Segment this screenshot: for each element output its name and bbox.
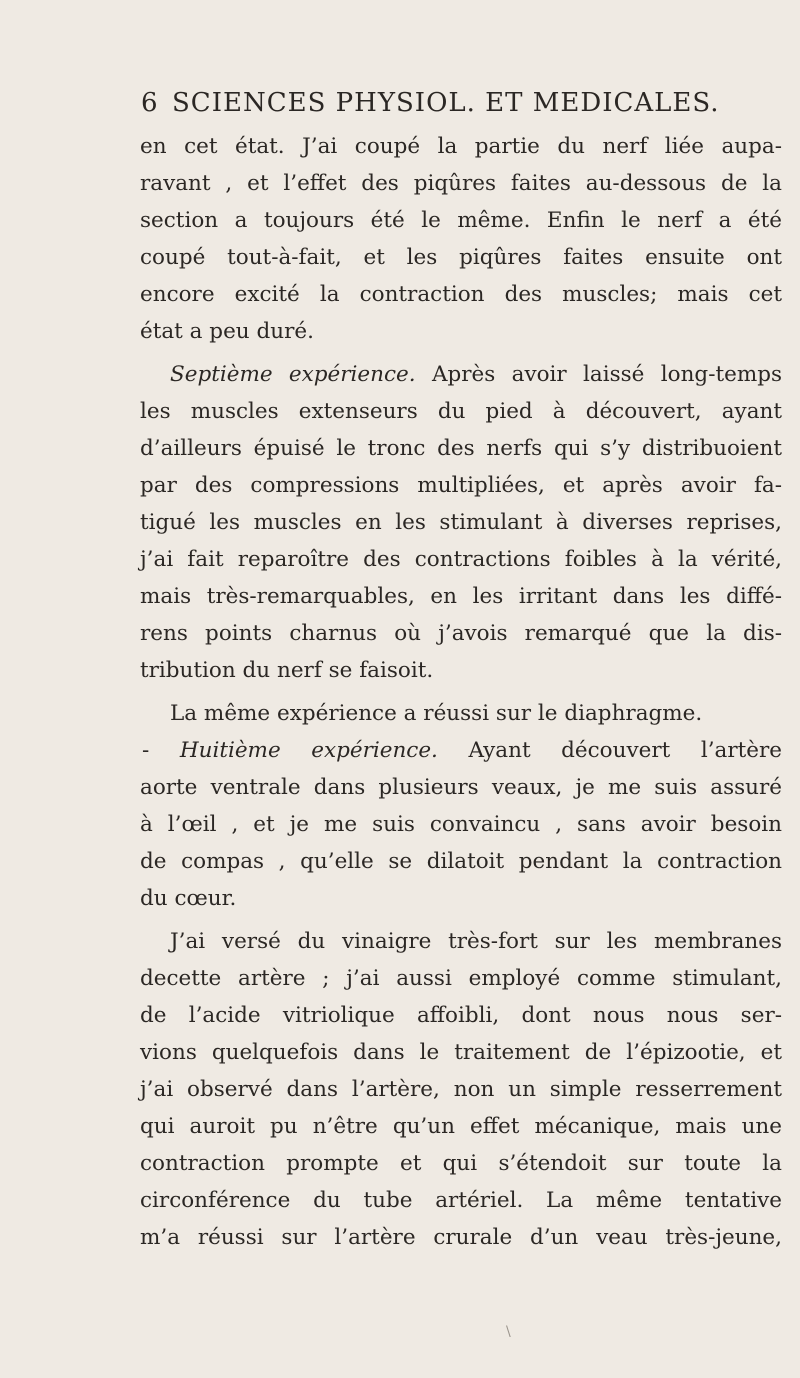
text-line: en cet état. J’ai coupé la partie du nerf liée aupa- — [140, 134, 782, 159]
text-run: - — [142, 738, 180, 763]
text-line: de l’acide vitriolique affoibli, dont nous nous ser- — [140, 1003, 782, 1028]
text-line: les muscles extenseurs du pied à découvert, ayant — [140, 399, 782, 424]
text-line: m’a réussi sur l’artère crurale d’un veau très-jeune, — [140, 1225, 782, 1250]
text-line: section a toujours été le même. Enfin le nerf a été — [140, 208, 782, 233]
text-line: d’ailleurs épuisé le tronc des nerfs qui s’y distribuoient — [140, 436, 782, 461]
text-line: contraction prompte et qui s’étendoit sur toute la — [140, 1151, 782, 1176]
text-line: mais très-remarquables, en les irritant dans les diffé- — [140, 584, 782, 609]
footer-mark: \ — [506, 1324, 511, 1340]
experiment-heading-line — [140, 732, 782, 769]
text-line: par des compressions multipliées, et après avoir fa- — [140, 473, 782, 498]
text-line: tribution du nerf se faisoit. — [140, 658, 434, 683]
text-line: de compas , qu’elle se dilatoit pendant la contraction — [140, 849, 782, 874]
text-line: j’ai fait reparoître des contractions foibles à la vérité, — [140, 547, 782, 572]
text-line: du cœur. — [140, 886, 237, 911]
text-line: La même expérience a réussi sur le diaphragme. — [170, 701, 703, 726]
text-line: j’ai observé dans l’artère, non un simple resserrement — [140, 1077, 782, 1102]
text-line: tigué les muscles en les stimulant à diverses reprises, — [140, 510, 782, 535]
text-line: qui auroit pu n’être qu’un effet mécanique, mais une — [140, 1114, 782, 1139]
text-line: decette artère ; j’ai aussi employé comme stimulant, — [140, 966, 782, 991]
text-line: coupé tout-à-fait, et les piqûres faites ensuite ont — [140, 245, 782, 270]
text-line: J’ai versé du vinaigre très-fort sur les membranes — [170, 929, 782, 954]
page-number: 6 — [141, 88, 159, 118]
text-line: ravant , et l’effet des piqûres faites au-dessous de la — [140, 171, 782, 196]
text-line: rens points charnus où j’avois remarqué que la dis- — [140, 621, 782, 646]
text-line: à l’œil , et je me suis convaincu , sans avoir besoin — [140, 812, 782, 837]
experiment-heading: Septième expérience. — [170, 362, 416, 387]
text-line: encore excité la contraction des muscles; mais cet — [140, 282, 782, 307]
text-line: aorte ventrale dans plusieurs veaux, je me suis assuré — [140, 775, 782, 800]
text-line: vions quelquefois dans le traitement de l’épizootie, et — [140, 1040, 782, 1065]
text-line: circonférence du tube artériel. La même tentative — [140, 1188, 782, 1213]
text-run: Ayant découvert l’artère — [437, 738, 782, 763]
body-text — [140, 128, 782, 1256]
experiment-heading: Huitième expérience. — [179, 738, 438, 763]
running-head: SCIENCES PHYSIOL. ET MEDICALES. — [172, 88, 720, 118]
text-line: état a peu duré. — [140, 319, 314, 344]
experiment-heading-line — [140, 356, 782, 393]
text-run: Après avoir laissé long-temps — [415, 362, 783, 387]
page-header — [0, 88, 800, 128]
